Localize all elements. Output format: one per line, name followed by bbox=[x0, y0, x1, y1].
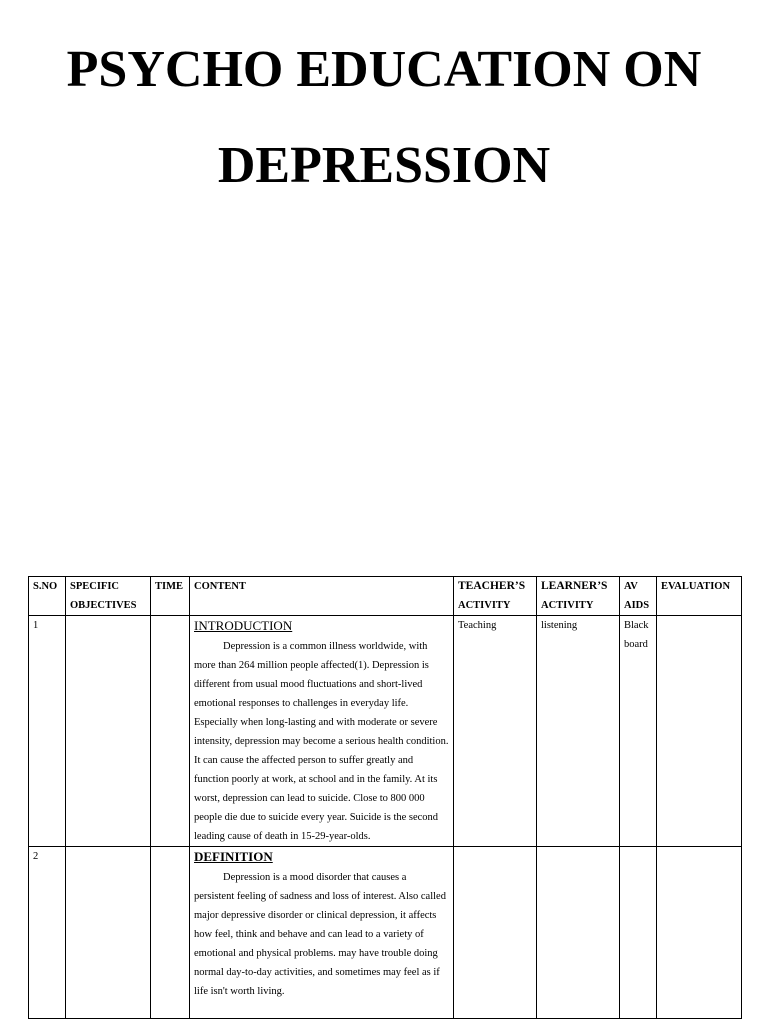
header-teachers-activity: TEACHER’S ACTIVITY bbox=[454, 577, 537, 616]
cell-content bbox=[190, 616, 454, 847]
cell-objectives bbox=[66, 847, 151, 1019]
cell-av-aids bbox=[620, 847, 657, 1019]
cell-time bbox=[151, 847, 190, 1019]
cell-evaluation bbox=[657, 616, 742, 847]
section-heading-definition: DEFINITION bbox=[194, 849, 273, 864]
table-header-row bbox=[29, 577, 742, 616]
page-title-line-1: PSYCHO EDUCATION ON bbox=[66, 41, 702, 98]
cell-learners-activity: listening bbox=[537, 616, 620, 847]
page-title-line-2: DEPRESSION bbox=[217, 137, 551, 194]
cell-objectives bbox=[66, 616, 151, 847]
cell-content bbox=[190, 847, 454, 1019]
table-row bbox=[29, 847, 742, 1019]
header-content: CONTENT bbox=[190, 577, 454, 616]
header-sno: S.NO bbox=[29, 577, 66, 616]
cell-time bbox=[151, 616, 190, 847]
introduction-paragraph: Depression is a common illness worldwide, with more than 264 million people affected(1). Depression is different from usual mood fluctuations and short-lived emotional responses to challenges in everyday life. Especially when long-lasting and with moderate or severe intensity, depression may become a serious health condition. It can cause the affected person to suffer greatly and function poorly at work, at school and in the family. At its worst, depression can lead to suicide. Close to 800 000 people die due to suicide every year. Suicide is the second leading cause of death in 15-29-year-olds. bbox=[194, 641, 449, 842]
header-specific-objectives: SPECIFIC OBJECTIVES bbox=[66, 577, 151, 616]
cell-sno: 2 bbox=[29, 847, 66, 1019]
cell-av-aids: Black board bbox=[620, 616, 657, 847]
header-time: TIME bbox=[151, 577, 190, 616]
cell-learners-activity bbox=[537, 847, 620, 1019]
cell-teachers-activity bbox=[454, 847, 537, 1019]
header-learners-activity: LEARNER’S ACTIVITY bbox=[537, 577, 620, 616]
lesson-plan-table bbox=[28, 576, 742, 1019]
cell-teachers-activity: Teaching bbox=[454, 616, 537, 847]
table-row bbox=[29, 616, 742, 847]
definition-paragraph: Depression is a mood disorder that causes a persistent feeling of sadness and loss of interest. Also called major depressive disorder or clinical depression, it affects how feel, think and behave and can lead to a variety of emotional and physical problems. may have trouble doing normal day-to-day activities, and sometimes may feel as if life isn't worth living. bbox=[194, 872, 446, 997]
section-heading-introduction: INTRODUCTION bbox=[194, 618, 293, 633]
cell-sno: 1 bbox=[29, 616, 66, 847]
header-evaluation: EVALUATION bbox=[657, 577, 742, 616]
header-av-aids: AV AIDS bbox=[620, 577, 657, 616]
cell-evaluation bbox=[657, 847, 742, 1019]
